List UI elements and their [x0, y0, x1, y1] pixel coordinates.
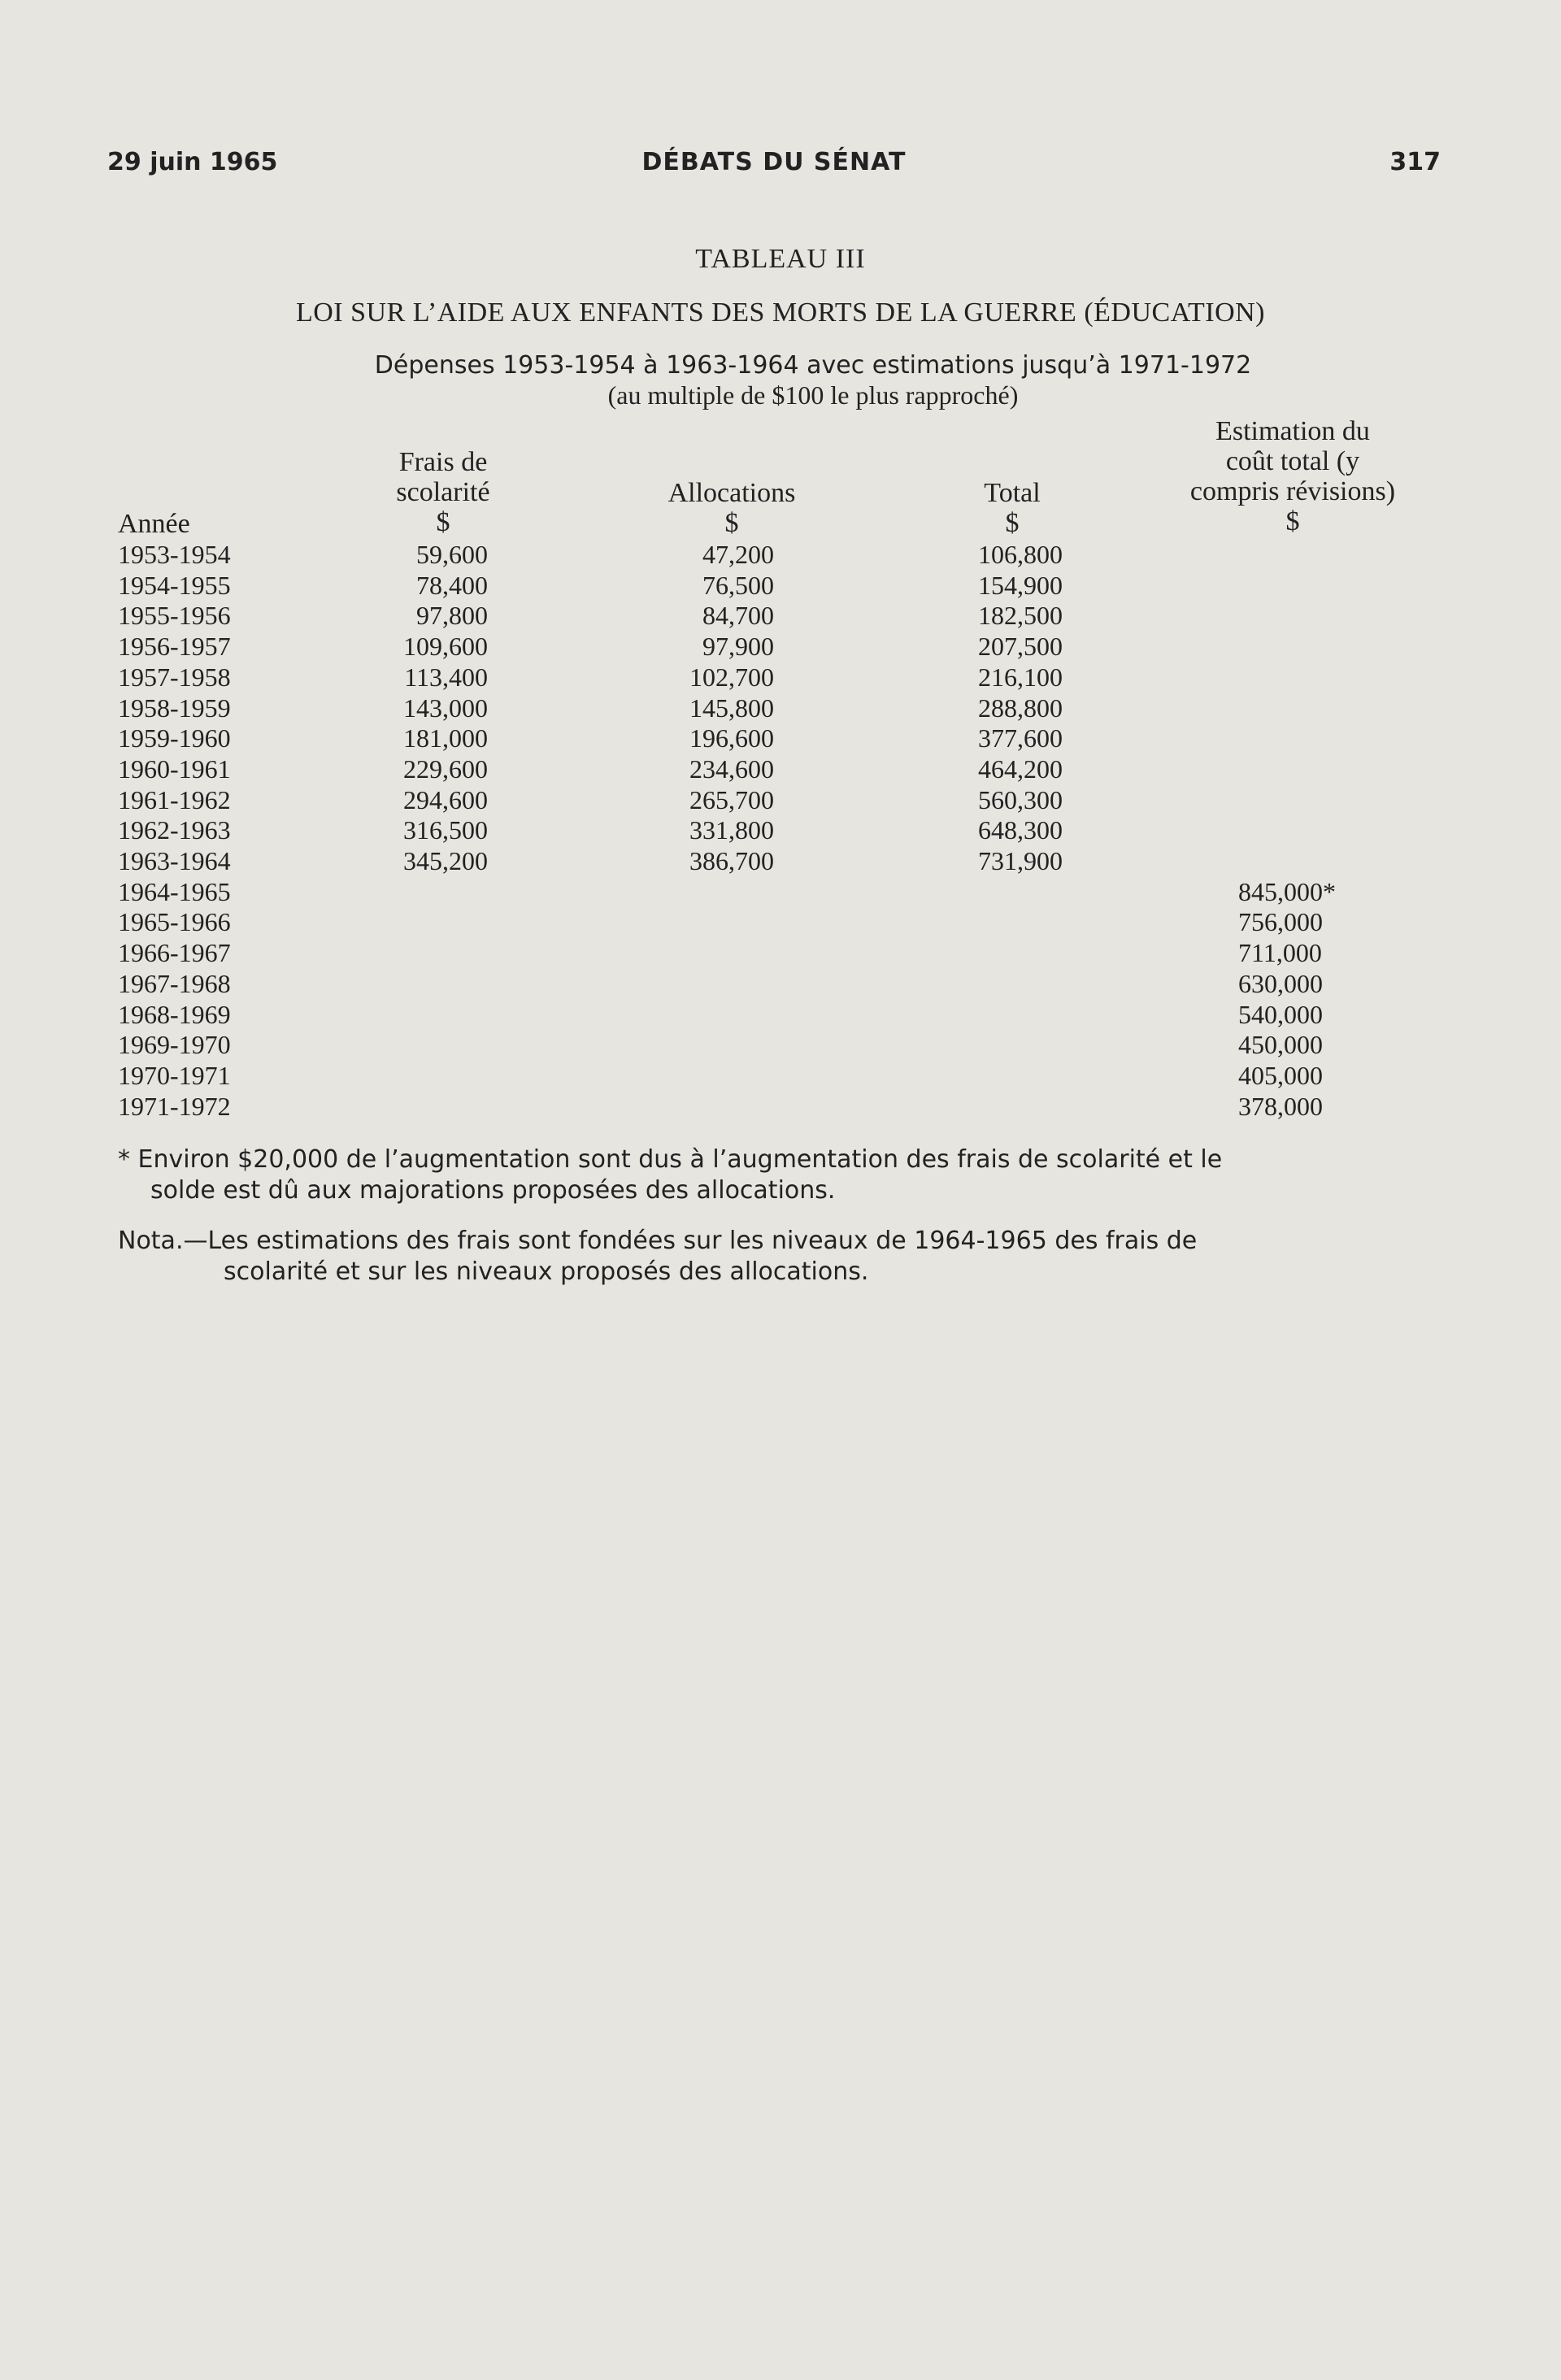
cell-estimation: 756,000 [1238, 907, 1323, 937]
cell-total: 216,100 [978, 662, 1063, 692]
table-row [0, 1092, 1561, 1123]
nota-line-2: scolarité et sur les niveaux proposés des allocations. [224, 1257, 869, 1286]
cell-allocations: 145,800 [689, 693, 774, 723]
cell-year: 1960-1961 [118, 754, 231, 784]
table-row [0, 785, 1561, 816]
cell-year: 1955-1956 [118, 601, 231, 631]
cell-total: 154,900 [978, 570, 1063, 600]
cell-year: 1968-1969 [118, 999, 231, 1029]
cell-allocations: 265,700 [689, 784, 774, 814]
table-row [0, 632, 1561, 662]
cell-frais: 78,400 [416, 570, 488, 600]
cell-allocations: 97,900 [702, 632, 774, 662]
cell-allocations: 196,600 [689, 723, 774, 754]
footnote-line-2: solde est dû aux majorations proposées des allocations. [150, 1176, 836, 1205]
cell-frais: 97,800 [416, 601, 488, 631]
table-description: Dépenses 1953-1954 à 1963-1964 avec estimations jusqu’à 1971-1972 [374, 351, 1252, 380]
cell-estimation: 378,000 [1238, 1091, 1323, 1121]
cell-year: 1963-1964 [118, 846, 231, 875]
column-header-annee: Année [118, 509, 190, 539]
cell-year: 1959-1960 [118, 723, 231, 754]
cell-total: 560,300 [978, 784, 1063, 814]
cell-frais: 229,600 [403, 754, 488, 784]
table-row [0, 1000, 1561, 1031]
cell-year: 1962-1963 [118, 815, 231, 845]
cell-allocations: 47,200 [702, 540, 774, 569]
cell-frais: 316,500 [403, 815, 488, 845]
cell-allocations: 234,600 [689, 754, 774, 784]
cell-frais: 143,000 [403, 693, 488, 723]
table-row [0, 571, 1561, 602]
column-header-total: Total $ [984, 478, 1041, 538]
cell-total: 731,900 [978, 846, 1063, 875]
cell-year: 1956-1957 [118, 632, 231, 662]
table-row [0, 1061, 1561, 1092]
cell-year: 1954-1955 [118, 570, 231, 600]
cell-total: 648,300 [978, 815, 1063, 845]
table-row [0, 693, 1561, 724]
table-row [0, 815, 1561, 846]
table-row [0, 754, 1561, 785]
cell-year: 1966-1967 [118, 938, 231, 968]
cell-frais: 59,600 [416, 540, 488, 569]
cell-year: 1957-1958 [118, 662, 231, 692]
cell-year: 1958-1959 [118, 693, 231, 723]
table-row [0, 1030, 1561, 1061]
cell-total: 207,500 [978, 632, 1063, 662]
cell-estimation: 405,000 [1238, 1060, 1323, 1090]
cell-total: 106,800 [978, 540, 1063, 569]
table-row [0, 662, 1561, 693]
table-row [0, 846, 1561, 877]
table-title: TABLEAU III [695, 244, 866, 274]
cell-frais: 294,600 [403, 784, 488, 814]
table-row [0, 907, 1561, 938]
cell-frais: 109,600 [403, 632, 488, 662]
cell-allocations: 76,500 [702, 570, 774, 600]
page-header [107, 148, 1441, 180]
cell-year: 1971-1972 [118, 1091, 231, 1121]
table-row [0, 969, 1561, 1000]
cell-frais: 181,000 [403, 723, 488, 754]
table-row [0, 723, 1561, 754]
nota-line-1: Nota.—Les estimations des frais sont fondées sur les niveaux de 1964-1965 des frais de [118, 1227, 1198, 1255]
table-row [0, 540, 1561, 571]
cell-total: 182,500 [978, 601, 1063, 631]
table-subtitle: LOI SUR L’AIDE AUX ENFANTS DES MORTS DE LA GUERRE (ÉDUCATION) [295, 298, 1265, 328]
cell-total: 288,800 [978, 693, 1063, 723]
cell-year: 1961-1962 [118, 784, 231, 814]
cell-frais: 113,400 [404, 662, 488, 692]
cell-estimation: 450,000 [1238, 1030, 1323, 1060]
column-header-estimation: Estimation du coût total (y compris révisions) $ [1189, 416, 1396, 536]
table-description-note: (au multiple de $100 le plus rapproché) [607, 380, 1019, 410]
cell-frais: 345,200 [403, 846, 488, 875]
footnote-line-1: * Environ $20,000 de l’augmentation sont dus à l’augmentation des frais de scolarité et le [118, 1145, 1223, 1174]
cell-estimation: 711,000 [1238, 938, 1322, 968]
cell-year: 1967-1968 [118, 968, 231, 998]
column-header-frais: Frais de scolarité $ [396, 447, 490, 537]
cell-estimation: 630,000 [1238, 968, 1323, 998]
cell-total: 377,600 [978, 723, 1063, 754]
column-header-allocations: Allocations $ [667, 478, 796, 538]
table-row [0, 877, 1561, 908]
cell-allocations: 331,800 [689, 815, 774, 845]
cell-estimation: 845,000* [1238, 876, 1336, 906]
cell-allocations: 386,700 [689, 846, 774, 875]
cell-total: 464,200 [978, 754, 1063, 784]
page-number: 317 [1389, 148, 1441, 176]
table-row [0, 601, 1561, 632]
footnote [118, 1144, 1423, 1206]
cell-year: 1953-1954 [118, 540, 231, 569]
cell-year: 1964-1965 [118, 876, 231, 906]
cell-year: 1970-1971 [118, 1060, 231, 1090]
cell-year: 1969-1970 [118, 1030, 231, 1060]
header-date: 29 juin 1965 [107, 148, 278, 176]
table-row [0, 938, 1561, 969]
cell-year: 1965-1966 [118, 907, 231, 937]
cell-estimation: 540,000 [1238, 999, 1323, 1029]
nota [118, 1226, 1423, 1288]
cell-allocations: 102,700 [689, 662, 774, 692]
cell-allocations: 84,700 [702, 601, 774, 631]
header-title: DÉBATS DU SÉNAT [641, 148, 907, 176]
